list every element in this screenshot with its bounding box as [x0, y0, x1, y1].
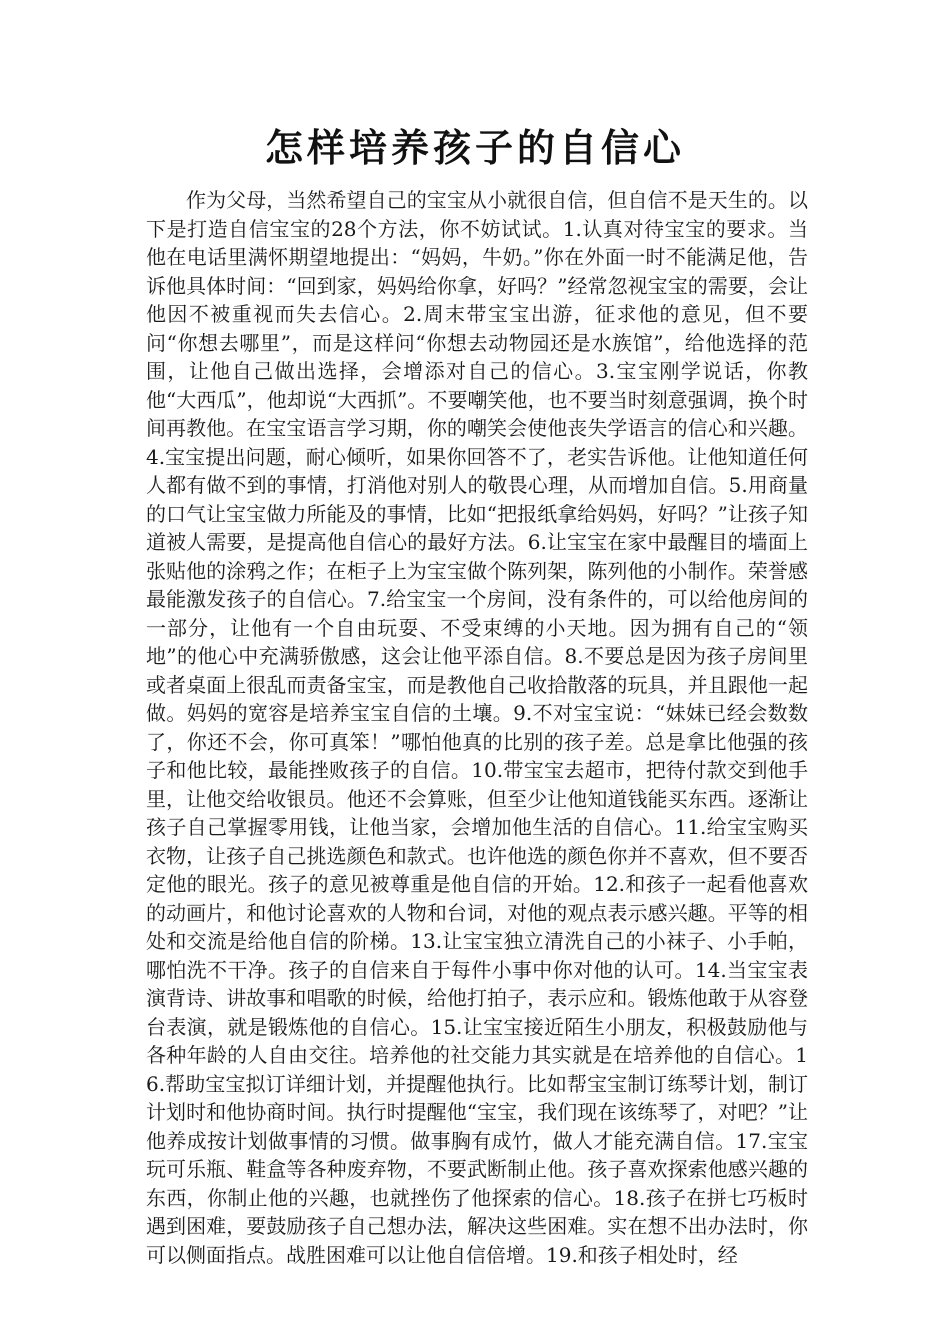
document-body-paragraph: 作为父母，当然希望自己的宝宝从小就很自信，但自信不是天生的。以下是打造自信宝宝的28个方法，你不妨试试。1.认真对待宝宝的要求。当他在电话里满怀期望地提出：“妈妈，牛奶。”你在外面一时不能满足他，告诉他具体时间：“回到家，妈妈给你拿，好吗？”经常忽视宝宝的需要，会让他因不被重视而失去信心。2.周末带宝宝出游，征求他的意见，但不要问“你想去哪里”，而是这样问“你想去动物园还是水族馆”，给他选择的范围，让他自己做出选择，会增添对自己的信心。3.宝宝刚学说话，你教他“大西瓜”，他却说“大西抓”。不要嘲笑他，也不要当时刻意强调，换个时间再教他。在宝宝语言学习期，你的嘲笑会使他丧失学语言的信心和兴趣。4.宝宝提出问题，耐心倾听，如果你回答不了，老实告诉他。让他知道任何人都有做不到的事情，打消他对别人的敬畏心理，从而增加自信。5.用商量的口气让宝宝做力所能及的事情，比如“把报纸拿给妈妈，好吗？”让孩子知道被人需要，是提高他自信心的最好方法。6.让宝宝在家中最醒目的墙面上张贴他的涂鸦之作；在柜子上为宝宝做个陈列架，陈列他的小制作。荣誉感最能激发孩子的自信心。7.给宝宝一个房间，没有条件的，可以给他房间的一部分，让他有一个自由玩耍、不受束缚的小天地。因为拥有自己的“领地”的他心中充满骄傲感，这会让他平添自信。8.不要总是因为孩子房间里或者桌面上很乱而责备宝宝，而是教他自己收拾散落的玩具，并且跟他一起做。妈妈的宽容是培养宝宝自信的土壤。9.不对宝宝说：“妹妹已经会数数了，你还不会，你可真笨！”哪怕他真的比别的孩子差。总是拿比他强的孩子和他比较，最能挫败孩子的自信。10.带宝宝去超市，把待付款交到他手里，让他交给收银员。他还不会算账，但至少让他知道钱能买东西。逐渐让孩子自己掌握零用钱，让他当家，会增加他生活的自信心。11.给宝宝购买衣物，让孩子自己挑选颜色和款式。也许他选的颜色你并不喜欢，但不要否定他的眼光。孩子的意见被尊重是他自信的开始。12.和孩子一起看他喜欢的动画片，和他讨论喜欢的人物和台词，对他的观点表示感兴趣。平等的相处和交流是给他自信的阶梯。13.让宝宝独立清洗自己的小袜子、小手帕，哪怕洗不干净。孩子的自信来自于每件小事中你对他的认可。14.当宝宝表演背诗、讲故事和唱歌的时候，给他打拍子，表示应和。锻炼他敢于从容登台表演，就是锻炼他的自信心。15.让宝宝接近陌生小朋友，积极鼓励他与各种年龄的人自由交往。培养他的社交能力其实就是在培养他的自信心。16.帮助宝宝拟订详细计划，并提醒他执行。比如帮宝宝制订练琴计划，制订计划时和他协商时间。执行时提醒他“宝宝，我们现在该练琴了，对吧？”让他养成按计划做事情的习惯。做事胸有成竹，做人才能充满自信。17.宝宝玩可乐瓶、鞋盒等各种废弃物，不要武断制止他。孩子喜欢探索他感兴趣的东西，你制止他的兴趣，也就挫伤了他探索的信心。18.孩子在拼七巧板时遇到困难，要鼓励孩子自己想办法，解决这些困难。实在想不出办法时，你可以侧面指点。战胜困难可以让他自信倍增。19.和孩子相处时，经 [146, 188, 808, 1267]
document-title: 怎样培养孩子的自信心 [264, 125, 685, 170]
